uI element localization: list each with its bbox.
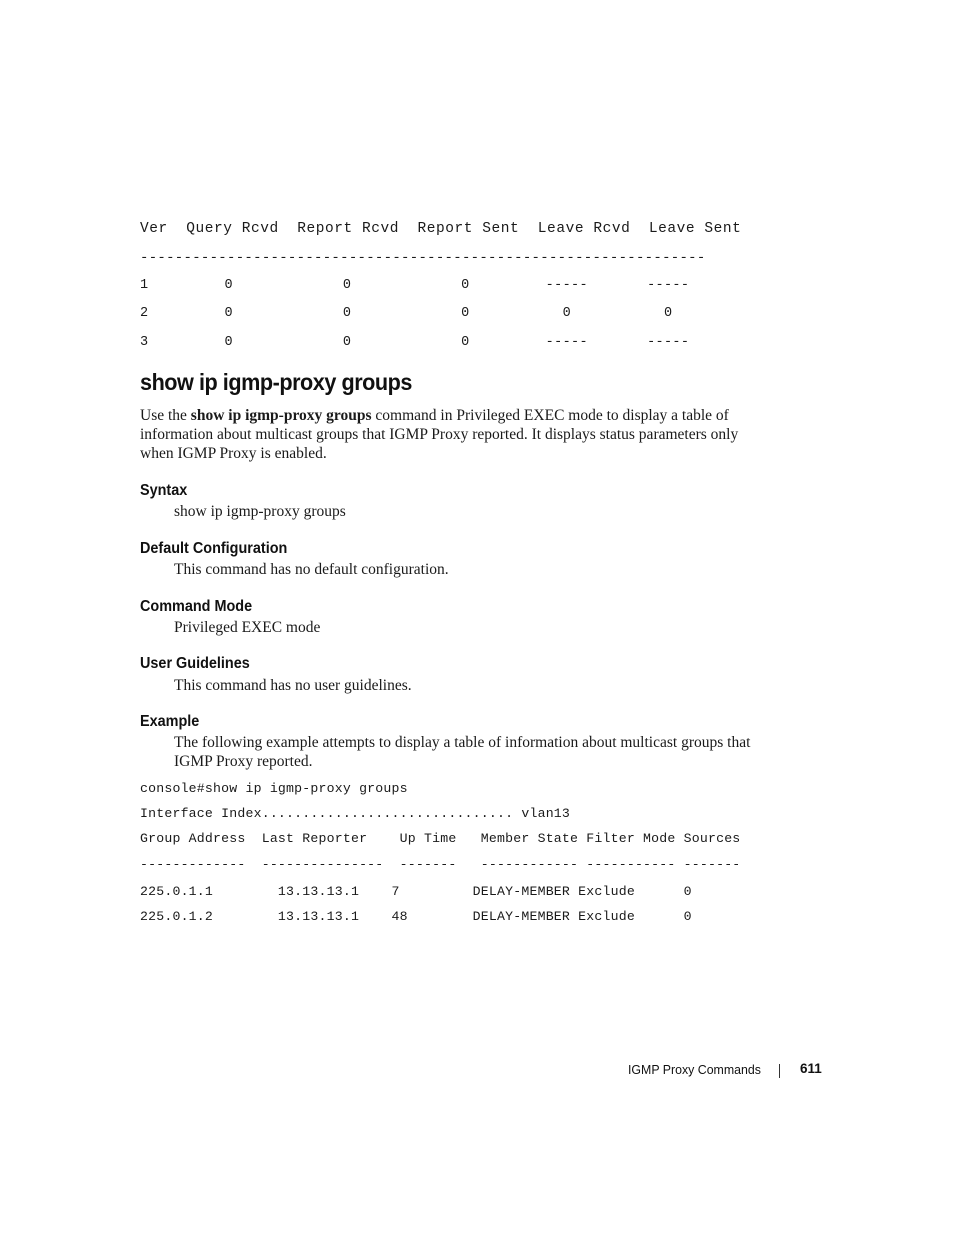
- code-line: ------------- --------------- ------- ------------ ----------- -------: [140, 857, 741, 872]
- command-mode-heading: Command Mode: [140, 598, 253, 615]
- stats-table-header: Ver Query Rcvd Report Rcvd Report Sent Leave Rcvd Leave Sent: [140, 221, 742, 237]
- section-title: show ip igmp-proxy groups: [140, 369, 412, 395]
- intro-paragraph: [140, 406, 760, 463]
- footer-page-number: 611: [800, 1061, 822, 1076]
- syntax-heading: Syntax: [140, 482, 188, 499]
- stats-table-row: 1 0 0 0 ----- -----: [140, 278, 690, 293]
- intro-suffix: command in Privileged EXEC mode to display a table of information about multicast groups that IGMP Proxy reported. It displays status parameters only when IGMP Proxy is enabled.: [140, 407, 739, 462]
- intro-command: show ip igmp-proxy groups: [190, 407, 372, 424]
- example-text: The following example attempts to display a table of information about multicast groups that IGMP Proxy reported.: [174, 734, 751, 770]
- code-line: console#show ip igmp-proxy groups: [140, 781, 408, 796]
- stats-table-row: 2 0 0 0 0 0: [140, 306, 673, 321]
- footer-chapter-label: IGMP Proxy Commands: [628, 1062, 761, 1077]
- stats-table-row: 3 0 0 0 ----- -----: [140, 335, 690, 350]
- command-mode-text: Privileged EXEC mode: [174, 619, 321, 636]
- syntax-text: show ip igmp-proxy groups: [174, 503, 346, 520]
- example-heading: Example: [140, 713, 200, 730]
- stats-table-rule: -----------------------------------------------------------------: [140, 250, 706, 266]
- default-config-text: This command has no default configuration.: [174, 561, 449, 578]
- user-guidelines-heading: User Guidelines: [140, 655, 250, 672]
- code-line: 225.0.1.1 13.13.13.1 7 DELAY-MEMBER Exclude 0: [140, 884, 692, 899]
- user-guidelines-text: This command has no user guidelines.: [174, 677, 412, 694]
- footer-separator: [779, 1064, 780, 1078]
- intro-prefix: Use the: [140, 407, 191, 424]
- default-config-heading: Default Configuration: [140, 540, 288, 557]
- code-line: 225.0.1.2 13.13.13.1 48 DELAY-MEMBER Exclude 0: [140, 909, 692, 924]
- code-line: Interface Index............................... vlan13: [140, 806, 571, 821]
- code-line: Group Address Last Reporter Up Time Member State Filter Mode Sources: [140, 831, 741, 846]
